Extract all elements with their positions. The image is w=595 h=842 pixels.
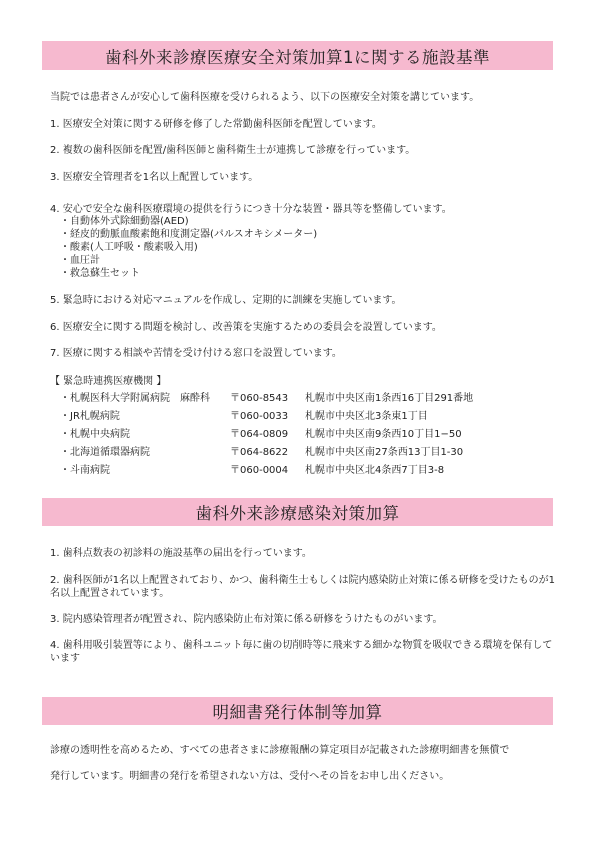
safety-intro: 当院では患者さんが安心して歯科医療を受けられるよう、以下の医療安全対策を講じています。 bbox=[50, 92, 480, 103]
hospital-name: ・北海道循環器病院 bbox=[60, 447, 150, 458]
statement-line-1: 診療の透明性を高めるため、すべての患者さまに診療報酬の算定項目が記載された診療明細書を無償で bbox=[50, 745, 510, 756]
hospital-address: 札幌市中央区北4条西7丁目3-8 bbox=[305, 465, 445, 476]
infection-item-4: 4. 歯科用吸引装置等により、歯科ユニット毎に歯の切削時等に飛来する細かな物質を吸収できる環境を保有しています bbox=[50, 640, 553, 664]
equipment-oxygen: ・酸素(人工呼吸・酸素吸入用) bbox=[60, 242, 198, 253]
hospital-address: 札幌市中央区南27条西13丁目1-30 bbox=[305, 447, 464, 458]
hospital-postal: 〒060-8543 bbox=[230, 393, 289, 404]
safety-item-3: 3. 医療安全管理者を1名以上配置しています。 bbox=[50, 172, 259, 183]
hospital-name: ・JR札幌病院 bbox=[60, 411, 120, 422]
equipment-oximeter: ・経皮的動脈血酸素飽和度測定器(パルスオキシメーター) bbox=[60, 229, 318, 240]
safety-item-5: 5. 緊急時における対応マニュアルを作成し、定期的に訓練を実施しています。 bbox=[50, 295, 402, 306]
infection-item-2: 2. 歯科医師が1名以上配置されており、かつ、歯科衛生士もしくは院内感染防止対策に係る研修を受けたものが1名以上配置されています。 bbox=[50, 575, 556, 599]
statement-line-2: 発行しています。明細書の発行を希望されない方は、受付へその旨をお申し出ください。 bbox=[50, 771, 450, 782]
section-title-statement: 明細書発行体制等加算 bbox=[42, 697, 553, 725]
hospital-name: ・札幌中央病院 bbox=[60, 429, 130, 440]
equipment-resuscitation-set: ・救急蘇生セット bbox=[60, 268, 140, 279]
equipment-aed: ・自動体外式除細動器(AED) bbox=[60, 216, 189, 227]
section-title-safety: 歯科外来診療医療安全対策加算1に関する施設基準 bbox=[42, 41, 553, 70]
safety-item-1: 1. 医療安全対策に関する研修を修了した常勤歯科医師を配置しています。 bbox=[50, 119, 382, 130]
hospital-name: ・札幌医科大学附属病院 麻酔科 bbox=[60, 393, 210, 404]
hospital-address: 札幌市中央区北3条東1丁目 bbox=[305, 411, 428, 422]
infection-item-1: 1. 歯科点数表の初診料の施設基準の届出を行っています。 bbox=[50, 548, 312, 559]
safety-item-6: 6. 医療安全に関する問題を検討し、改善策を実施するための委員会を設置しています。 bbox=[50, 322, 442, 333]
hospital-address: 札幌市中央区南1条西16丁目291番地 bbox=[305, 393, 474, 404]
emergency-heading: 【 緊急時連携医療機関 】 bbox=[50, 376, 167, 387]
hospital-name: ・斗南病院 bbox=[60, 465, 110, 476]
safety-item-2: 2. 複数の歯科医師を配置/歯科医師と歯科衛生士が連携して診療を行っています。 bbox=[50, 145, 416, 156]
equipment-blood-pressure: ・血圧計 bbox=[60, 255, 100, 266]
hospital-postal: 〒060-0004 bbox=[230, 465, 289, 476]
section-title-infection: 歯科外来診療感染対策加算 bbox=[42, 498, 553, 526]
hospital-postal: 〒060-0033 bbox=[230, 411, 289, 422]
infection-item-3: 3. 院内感染管理者が配置され、院内感染防止布対策に係る研修をうけたものがいます。 bbox=[50, 614, 443, 625]
hospital-postal: 〒064-8622 bbox=[230, 447, 289, 458]
hospital-address: 札幌市中央区南9条西10丁目1−50 bbox=[305, 429, 462, 440]
hospital-postal: 〒064-0809 bbox=[230, 429, 289, 440]
safety-item-7: 7. 医療に関する相談や苦情を受け付ける窓口を設置しています。 bbox=[50, 348, 342, 359]
safety-item-4: 4. 安心で安全な歯科医療環境の提供を行うにつき十分な装置・器具等を整備しています。 bbox=[50, 204, 452, 215]
